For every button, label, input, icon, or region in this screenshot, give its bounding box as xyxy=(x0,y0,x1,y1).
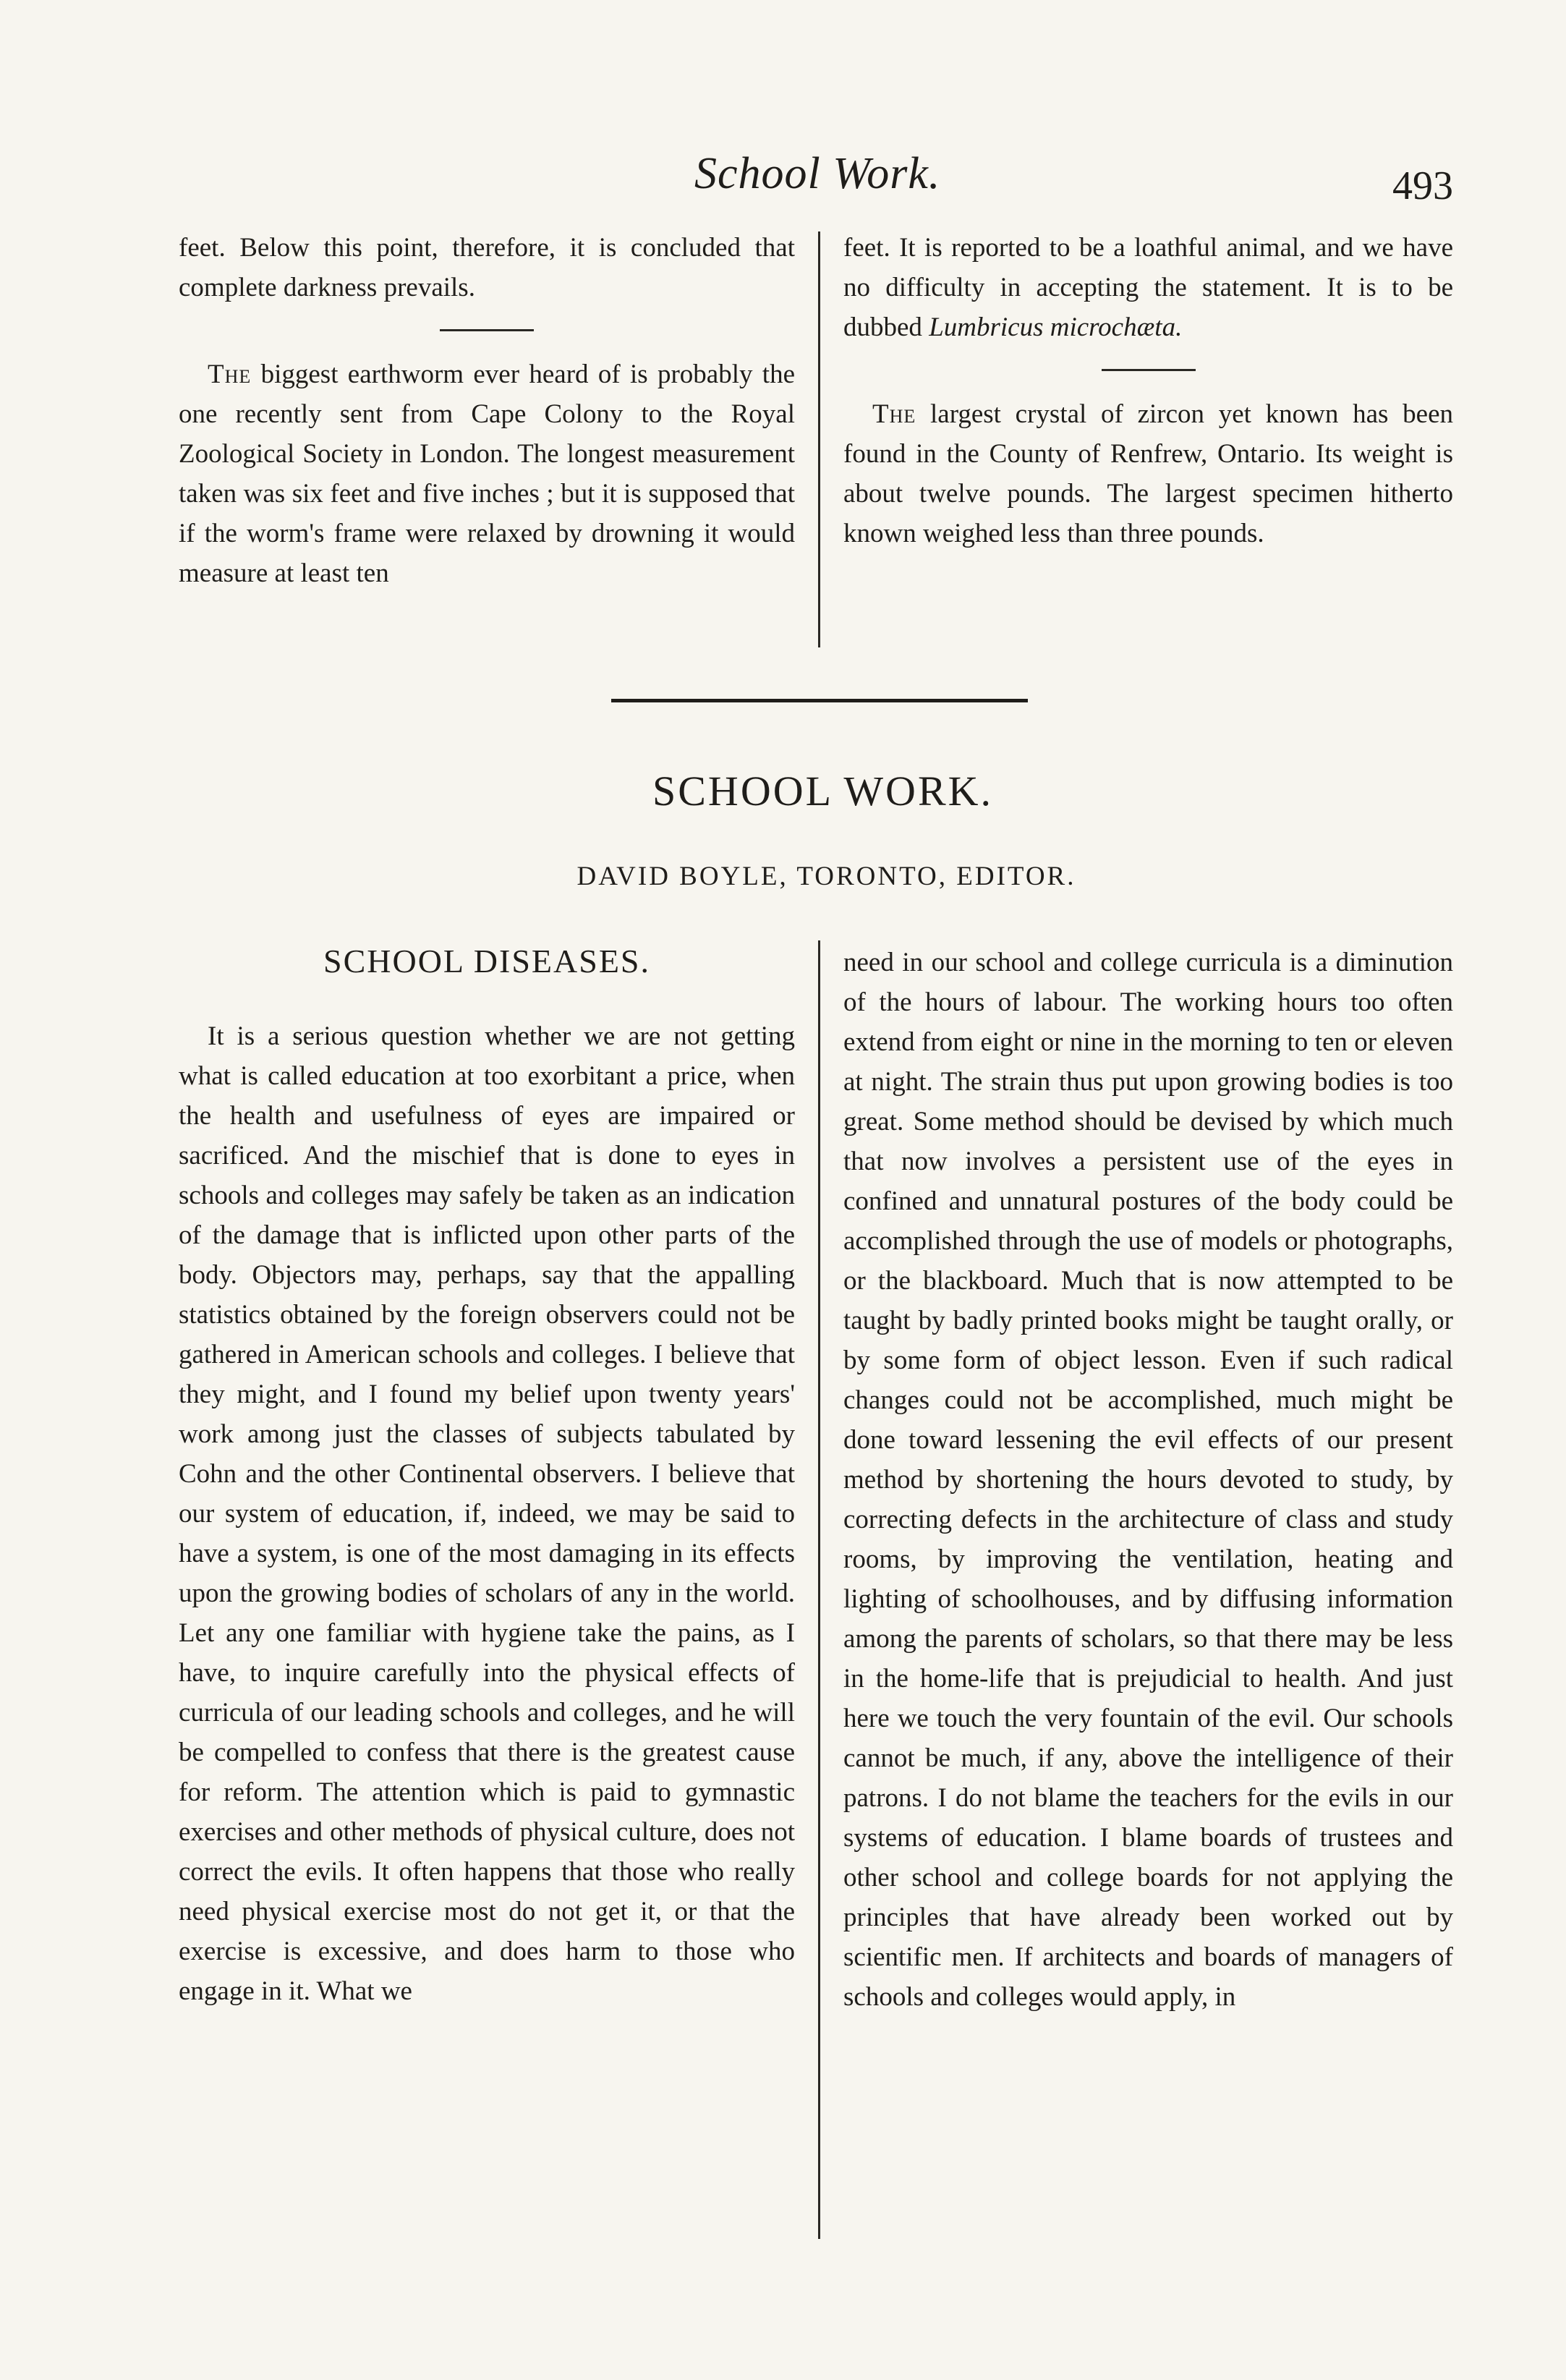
earthworm-lead-word: The xyxy=(208,360,252,389)
earthworm-text: biggest earthworm ever heard of is probably the one recently sent from Cape Colony to the Royal Zoological Society in London. The longest measurement taken was six feet and five inches ; but it is supposed that if the worm's frame were relaxed by drowning it would measure at least ten xyxy=(179,360,796,588)
page-number: 493 xyxy=(1392,163,1453,208)
top-left-column xyxy=(179,228,795,593)
earthworm-paragraph-end xyxy=(843,228,1453,347)
running-head xyxy=(0,148,1566,206)
top-right-column xyxy=(843,228,1453,553)
article-right-column xyxy=(843,943,1453,2017)
earthworm-paragraph xyxy=(179,354,795,593)
article-title: SCHOOL DISEASES. xyxy=(323,943,651,979)
column-divider-bottom xyxy=(818,940,820,2239)
section-title: SCHOOL WORK. xyxy=(652,768,994,815)
separator-rule xyxy=(1102,369,1196,371)
separator-rule xyxy=(440,329,534,331)
section-rule xyxy=(611,699,1028,702)
zircon-paragraph xyxy=(843,394,1453,553)
article-paragraph-right: need in our school and college curricula is a diminution of the hours of labour. The working hours too often extend from eight or nine in the morning to ten or eleven at night. The strain thus put upon growing bodies is too great. Some method should be devised by which much that now involves a persistent use of the eyes in confined and unnatural postures of the body could be accomplished through the use of models or photographs, or the blackboard. Much that is now attempted to be taught by badly printed books might be taught orally, or by some form of object lesson. Even if such radical changes could not be accomplished, much might be done toward lessening the evil effects of our present method by shortening the hours devoted to study, by correcting defects in the architecture of class and study rooms, by improving the ventilation, heating and lighting of schoolhouses, and by diffusing information among the parents of scholars, so that there may be less in the home-life that is prejudicial to health. And just here we touch the very fountain of the evil. Our schools cannot be much, if any, above the intelligence of their patrons. I do not blame the teachers for the evils in our systems of education. I blame boards of trustees and other school and college boards for not applying the principles that have already been worked out by scientific men. If architects and boards of managers of schools and colleges would apply, in xyxy=(843,948,1453,2012)
species-name: Lumbricus microchæta. xyxy=(929,313,1183,342)
darkness-paragraph-end: feet. Below this point, therefore, it is concluded that complete darkness prevails. xyxy=(179,233,795,302)
column-divider-top xyxy=(818,231,820,647)
earthworm-end-text: feet. It is reported to be a loathful animal, and we have no difficulty in accepting the statement. It is to be dubbed xyxy=(843,233,1453,342)
running-title: School Work. xyxy=(694,149,941,198)
article-left-column xyxy=(179,1016,795,2011)
zircon-lead-word: The xyxy=(872,399,916,429)
section-editor: DAVID BOYLE, TORONTO, EDITOR. xyxy=(576,862,1076,891)
zircon-text: largest crystal of zircon yet known has been found in the County of Renfrew, Ontario. Its weight is about twelve pounds. The largest specimen hitherto known weighed less than three pounds. xyxy=(843,399,1454,548)
article-paragraph-left: It is a serious question whether we are not getting what is called education at too exorbitant a price, when the health and usefulness of eyes are impaired or sacrificed. And the mischief that is done to eyes in schools and colleges may safely be taken as an indication of the damage that is inflicted upon other parts of the body. Objectors may, perhaps, say that the appalling statistics obtained by the foreign observers could not be gathered in American schools and colleges. I believe that they might, and I found my belief upon twenty years' work among just the classes of subjects tabulated by Cohn and the other Continental observers. I believe that our system of education, if, indeed, we may be said to have a system, is one of the most damaging in its effects upon the growing bodies of scholars of any in the world. Let any one familiar with hygiene take the pains, as I have, to inquire carefully into the physical effects of curricula of our leading schools and colleges, and he will be compelled to confess that there is the greatest cause for reform. The attention which is paid to gymnastic exercises and other methods of physical culture, does not correct the evils. It often happens that those who really need physical exercise most do not get it, or that the exercise is excessive, and does harm to those who engage in it. What we xyxy=(179,1021,795,2006)
